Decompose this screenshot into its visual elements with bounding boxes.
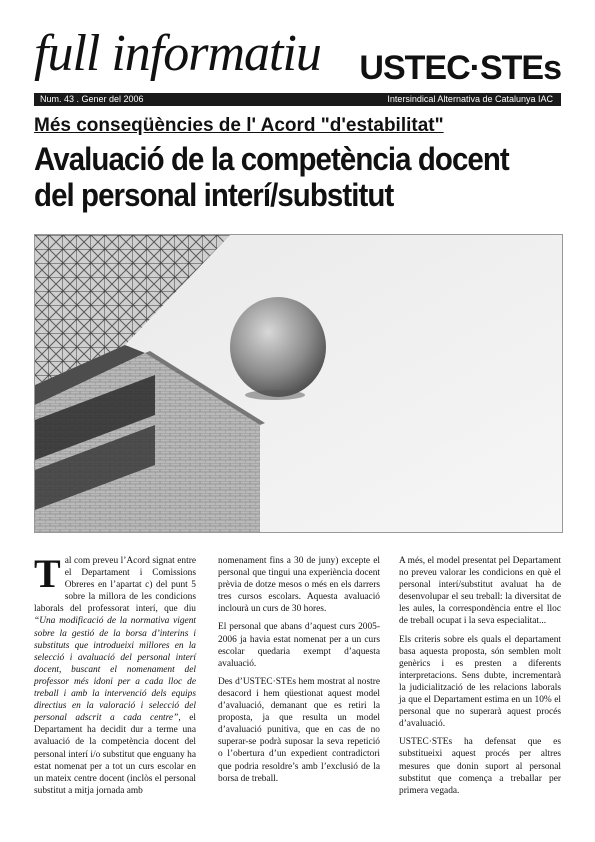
masthead-title: full informatiu — [34, 25, 321, 82]
article-column-3 — [399, 555, 561, 803]
paragraph-text: , el Departament ha decidit dur a terme una avaluació de la competència docent del personal interí i/o substitut que enguany ha estat nomenat per a tot un curs escolar en un mateix centre docent (inclòs el personal substitut a mitja jornada amb — [34, 713, 196, 796]
article-paragraph: El personal que abans d’aquest curs 2005-2006 ja havia estat nomenat per a un curs escolar quedaria exempt d’aquesta avaluació. — [218, 622, 380, 669]
article-column-2 — [218, 555, 380, 791]
article-paragraph — [34, 551, 196, 797]
organization-name: Intersindical Alternativa de Catalunya IAC — [387, 94, 553, 104]
agreement-quote: “Una modificació de la normativa vigent sobre la gestió de la borsa d’interins i substituts que introdueixi millores en la selecció i avaluació del personal interí docent, buscant el nomenament del professor més idoni per a cada lloc de treball i amb la intervenció dels equips directius en la valoració i selecció del personal adscrit a cada centre” — [34, 616, 196, 724]
issue-number: Num. 43 . Gener del 2006 — [40, 94, 144, 104]
article-kicker: Més conseqüències de l' Acord "d'estabilitat" — [34, 115, 444, 136]
article-headline: Avaluació de la competència docent del personal interí/substitut — [34, 141, 509, 213]
article-paragraph: A més, el model presentat pel Departament no preveu valorar les condicions en què el personal interí/substitut avaluat ha de desenvolupar el seu treball: la diversitat de les aules, la correspondència entre el lloc de treball ocupat i la seva especialitat... — [399, 556, 561, 627]
drop-cap: T — [34, 551, 61, 596]
brand-logo: USTEC·STEs — [359, 49, 561, 87]
article-paragraph: Els criteris sobre els quals el departament basa aquesta proposta, són semblen molt genèrics i es presten a diferents interpretacions. Sens dubte, incrementarà la judicialització de les relacions laborals ja que el Departament estima en un 10% el personal que no superarà aquest procés d’avaluació. — [399, 634, 561, 730]
paragraph-text: al com preveu l’Acord signat entre el Departament i Comissions Obreres en l’apartat c) del punt 5 sobre la millora de les condicions laborals del professorat interí, que diu — [34, 556, 196, 615]
article-paragraph: Des d’USTEC·STEs hem mostrat al nostre desacord i hem qüestionat aquest model d’avaluació, demanant que es retiri la proposta, ja que resulta un model d’avaluació punitiva, que en cas de no superar-se podrà suposar la seva repetició o l’obertura d’un expedient contradictori que podria resoldre’s amb l’exclusió de la borsa de treball. — [218, 676, 380, 784]
article-paragraph: USTEC·STEs ha defensat que es substitueixi aquest procés per altres mesures que donin suport al personal substitut que comença a treballar per primera vegada. — [399, 737, 561, 796]
article-paragraph: nomenament fins a 30 de juny) excepte el personal que tingui una experiència docent prèvia de dotze mesos o més en els darrers tres cursos escolars. Aquesta avaluació inclourà un curs de 30 hores. — [218, 556, 380, 615]
issue-bar — [34, 93, 561, 106]
article-column-1 — [34, 551, 196, 803]
article-body — [34, 551, 561, 825]
article-photo — [34, 234, 563, 533]
